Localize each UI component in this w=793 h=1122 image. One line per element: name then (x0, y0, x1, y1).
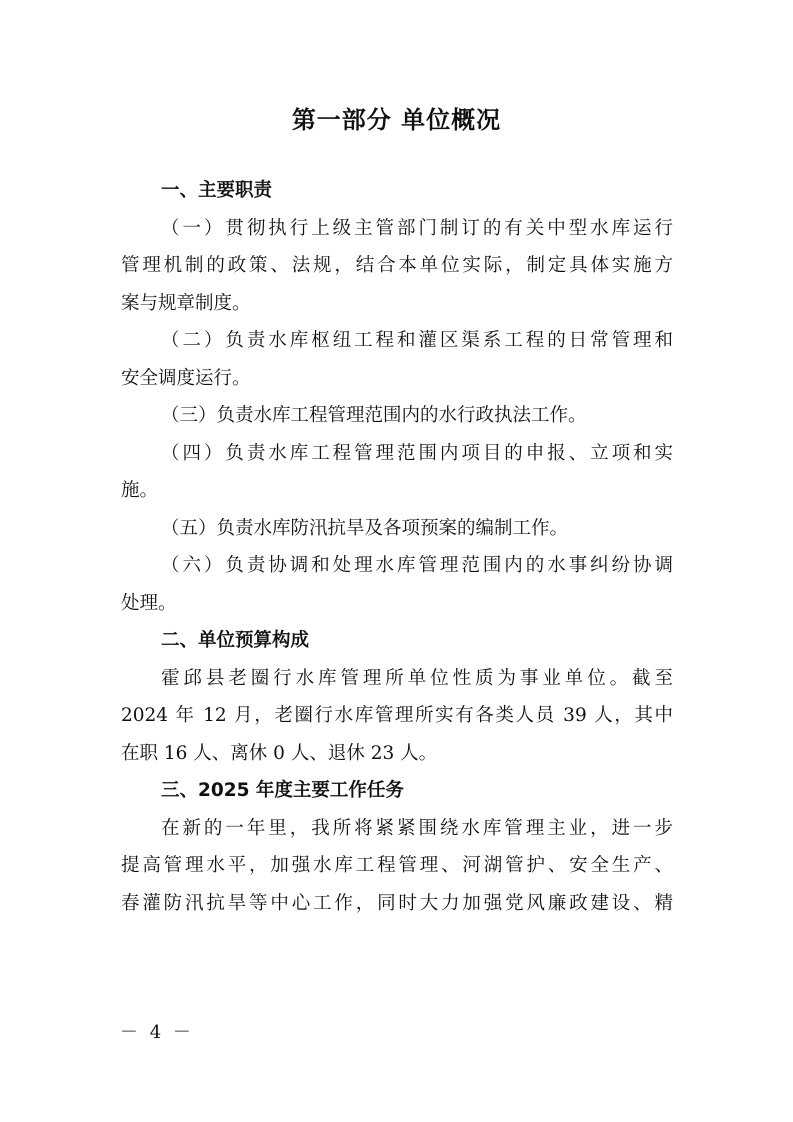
paragraph-line: 2024 年 12 月，老圈行水库管理所实有各类人员 39 人，其中 (121, 705, 673, 726)
paragraph-line: 管理机制的政策、法规，结合本单位实际，制定具体实施方 (121, 255, 673, 276)
paragraph-line: （三）负责水库工程管理范围内的水行政执法工作。 (161, 405, 587, 426)
paragraph-line: 在职 16 人、离休 0 人、退休 23 人。 (121, 742, 438, 764)
paragraph-line: 在新的一年里，我所将紧紧围绕水库管理主业，进一步 (161, 817, 673, 839)
paragraph-line: 提高管理水平，加强水库工程管理、河湖管护、安全生产、 (121, 855, 673, 876)
section-heading: 一、主要职责 (161, 180, 273, 201)
paragraph-line: （二）负责水库枢纽工程和灌区渠系工程的日常管理和 (161, 330, 673, 351)
section-heading: 三、2025 年度主要工作任务 (161, 780, 404, 801)
paragraph-line: 处理。 (121, 592, 177, 614)
paragraph-line: （四）负责水库工程管理范围内项目的申报、立项和实 (161, 442, 673, 464)
section-heading: 二、单位预算构成 (161, 630, 310, 651)
paragraph-line: （五）负责水库防汛抗旱及各项预案的编制工作。 (161, 517, 569, 539)
body-text (121, 172, 673, 922)
paragraph-line: 春灌防汛抗旱等中心工作，同时大力加强党风廉政建设、精 (121, 892, 673, 914)
paragraph-line: （六）负责协调和处理水库管理范围内的水事纠纷协调 (161, 555, 673, 576)
paragraph-line: 安全调度运行。 (121, 367, 251, 389)
page-number: － 4 － (120, 1022, 194, 1043)
paragraph-line: 霍邱县老圈行水库管理所单位性质为事业单位。截至 (161, 667, 673, 689)
paragraph-line: 施。 (121, 480, 159, 501)
paragraph-line: 案与规章制度。 (121, 292, 251, 314)
paragraph-line: （一）贯彻执行上级主管部门制订的有关中型水库运行 (161, 217, 673, 239)
page-title: 第一部分 单位概况 (291, 106, 502, 134)
